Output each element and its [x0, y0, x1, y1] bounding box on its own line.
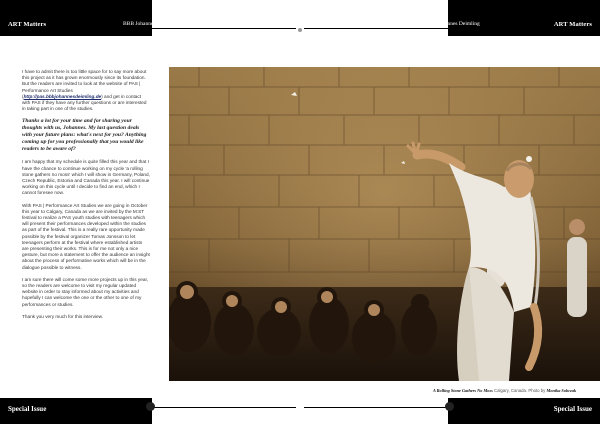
pas-website-link[interactable]: http://pas.bbbjohannesdeimling.de	[23, 93, 102, 99]
caption-location: Calgary, Canada. Photo by	[494, 388, 546, 393]
performance-photo-illustration	[169, 67, 600, 381]
paragraph-calgary: With PAS | Performance Art Studies we are going in October this year to Calgary, Canada as we are invited by the M:ST festival to realize a PAS youth studies with teenagers which will present their performances developed within the studies as part of the festival. This is a really rare opportunity made possible by the festival organizer Tomas Jonsson to let teenagers perform at the festival where established artists are presenting their works. This is for me not only a nice gesture, but more a statement to offer the audience an insight about the process of performative works which will be in the dialogue possible to witness.	[22, 202, 150, 270]
artist-name-right: BBB Johannes Deimling	[425, 21, 480, 27]
page-marker-left	[146, 402, 155, 411]
header-bar-right	[448, 0, 600, 36]
caption-title: A Rolling Stone Gathers No Moss	[432, 388, 493, 393]
performance-photo	[169, 67, 600, 381]
header-rule-left	[152, 28, 296, 29]
interview-question: Thanks a lot for your time and for sharing your thoughts with us, Johannes. My last question deals with your future plans: what's next for you? Anything coming up for you professionally that you would like readers to be aware of?	[22, 118, 147, 153]
caption-photographer: Monika Sobczak	[546, 388, 576, 393]
paragraph-text: ) and get in contact with PAS if they have any further questions or are interested in taking part in one of the studies.	[22, 93, 147, 112]
magazine-title-right: ART Matters	[553, 21, 592, 28]
page-marker-right	[445, 402, 454, 411]
paragraph-projects: I am sure there will come some more projects up in this year, so the readers are welcome to visit my regular updated website in order to stay informed about my activities and hopefully I can welcome the one or the other to one of my performances or studies.	[22, 276, 149, 307]
article-column	[22, 69, 150, 326]
paragraph-pas-intro	[22, 69, 150, 112]
header-rule-right	[304, 28, 448, 29]
paragraph-text: I have to admit there is too little space for to say more about this project as it has grown enormously since its foundation. But the readers are invited to look at the website of PAS | Performance Art Studies (	[22, 69, 147, 99]
issue-label-left: Special Issue	[8, 405, 47, 413]
paragraph-schedule: I am happy that my schedule is quite filled this year and that I have the chance to continue working on my cycle 'a rolling stone gathers no moss' which I will show in Germany, Poland, Czech Republic, Estonia and Canada this year. I will continue working on this cycle until I decide to find an end, which I cannot foresee now.	[22, 159, 150, 196]
footer-rule-right	[304, 407, 448, 408]
issue-label-right: Special Issue	[553, 405, 592, 413]
paragraph-thanks: Thank you very much for this interview.	[22, 313, 104, 319]
artist-name-left: BBB Johannes Deimling	[123, 21, 178, 27]
spine-dot	[298, 28, 302, 32]
footer-rule-left	[152, 407, 296, 408]
header-bar-left	[0, 0, 152, 36]
photo-caption	[433, 388, 576, 393]
magazine-title-left: ART Matters	[8, 21, 47, 28]
